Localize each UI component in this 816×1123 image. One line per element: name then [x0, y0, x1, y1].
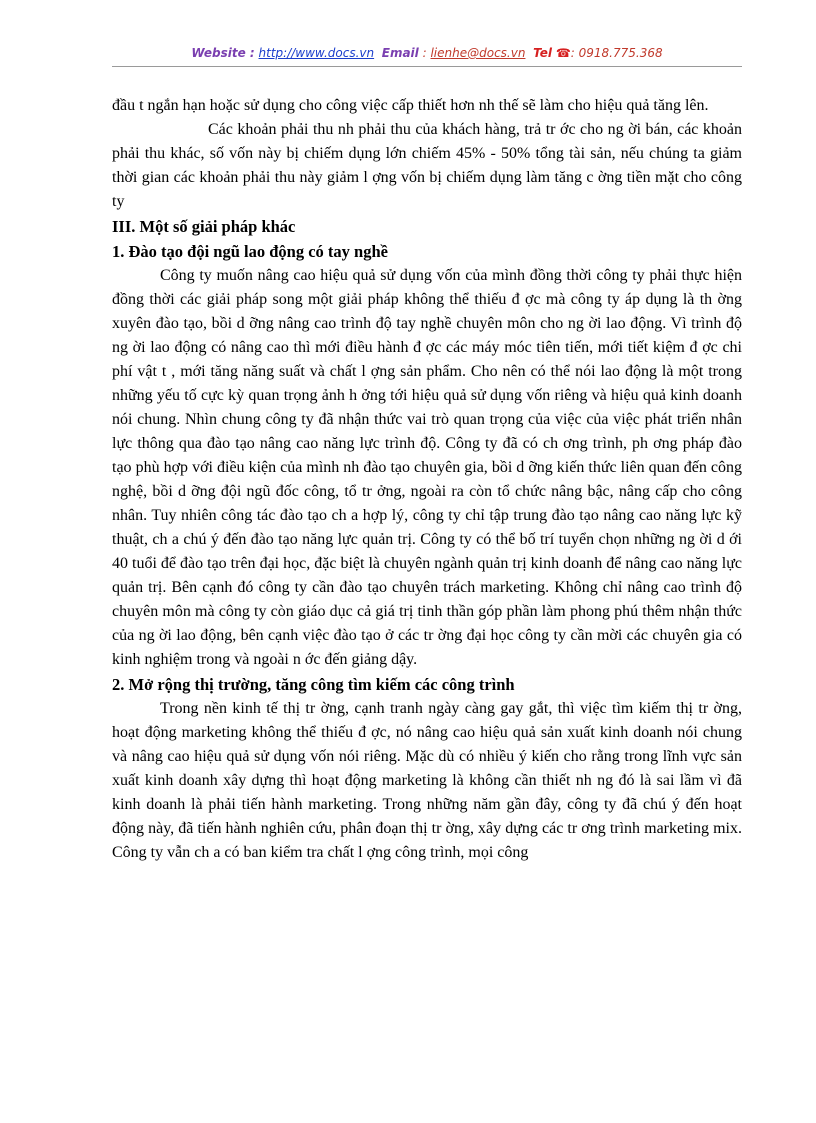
section-heading: III. Một số giải pháp khác — [112, 217, 296, 236]
tel-label: Tel — [533, 46, 552, 60]
email-separator: : — [418, 46, 427, 60]
email-link[interactable]: lienhe@docs.vn — [430, 46, 526, 60]
website-label: Website : — [191, 46, 255, 60]
tel-number: : 0918.775.368 — [570, 46, 663, 60]
subheading-1: 1. Đào tạo đội ngũ lao động có tay nghề — [112, 242, 388, 261]
paragraph-2: Các khoản phải thu nh phải thu của khách hàng, trả tr ớc cho ng ời bán, các khoản phải thu khác, số vốn này bị chiếm dụng lớn chiếm 45% - 50% tổng tài sản, nếu chúng ta giảm thời gian các khoản phải thu này giảm l ợng vốn bị chiếm dụng làm tăng c ờng tiền mặt cho công ty — [112, 121, 742, 210]
document-body — [112, 94, 742, 865]
paragraph-1: đầu t ngắn hạn hoặc sử dụng cho công việc cấp thiết hơn nh thế sẽ làm cho hiệu quả tăng lên. — [112, 97, 709, 114]
page-header — [112, 46, 742, 60]
email-label: Email — [381, 46, 419, 60]
subheading-2: 2. Mở rộng thị trường, tăng công tìm kiếm các công trình — [112, 675, 515, 694]
header-divider — [112, 66, 742, 67]
paragraph-4: Trong nền kinh tế thị tr ờng, cạnh tranh ngày càng gay gắt, thì việc tìm kiếm thị tr ờng, hoạt động marketing không thể thiếu đ ợc, nó nâng cao hiệu quả sản xuất kinh doanh nói chung và nâng cao hiệu quả sử dụng vốn nói riêng. Mặc dù có nhiều ý kiến cho rằng trong lĩnh vực sản xuất kinh doanh xây dựng thì hoạt động marketing là không cần thiết nh ng đó là sai lầm vì đã kinh doanh là phải tiến hành marketing. Trong những năm gần đây, công ty đã chú ý đến hoạt động này, đã tiến hành nghiên cứu, phân đoạn thị tr ờng, xây dựng các tr ơng trình marketing mix. Công ty vẫn ch a có ban kiểm tra chất l ợng công trình, mọi công — [112, 700, 742, 861]
website-link[interactable]: http://www.docs.vn — [258, 46, 375, 60]
paragraph-3: Công ty muốn nâng cao hiệu quả sử dụng vốn của mình đồng thời công ty phải thực hiện đồng thời các giải pháp song một giải pháp không thể thiếu đ ợc mà công ty áp dụng là th ờng xuyên đào tạo, bồi d ỡng nâng cao trình độ tay nghề chuyên môn cho ng ời lao động. Vì trình độ ng ời lao động có nâng cao thì mới điều hành đ ợc các máy móc tiên tiến, mới tiết kiệm đ ợc chi phí vật t , mới tăng năng suất và chất l ợng sản phẩm. Cho nên có thể nói lao động là một trong những yếu tố cực kỳ quan trọng ảnh h ởng tới hiệu quả sử dụng vốn riêng và hiệu quả kinh doanh nói chung. Nhìn chung công ty đã nhận thức vai trò quan trọng của việc của việc phát triển nhân lực thông qua đào tạo nâng cao năng lực trình độ. Công ty đã có ch ơng trình, ph ơng pháp đào tạo phù hợp với điều kiện của mình nh đào tạo chuyên gia, bồi d ỡng kiến thức liên quan đến công nghệ, bồi d ỡng đội ngũ đốc công, tổ tr ởng, ngoài ra còn tổ chức nâng bậc, nâng cấp cho công nhân. Tuy nhiên công tác đào tạo ch a hợp lý, công ty chỉ tập trung đào tạo nâng cao năng lực kỹ thuật, ch a chú ý đến đào tạo năng lực quản trị. Công ty có thể bố trí tuyển chọn những ng ời d ới 40 tuổi để đào tạo trên đại học, đặc biệt là chuyên ngành quản trị kinh doanh để nâng cao năng lực quản trị. Bên cạnh đó công ty cần đào tạo chuyên trách marketing. Không chỉ nâng cao trình độ chuyên môn mà công ty còn giáo dục cả giá trị tinh thần góp phần làm phong phú thêm nhận thức của ng ời lao động, bên cạnh việc đào tạo ở các tr ờng đại học công ty cần mời các chuyên gia có kinh nghiệm trong và ngoài n ớc đến giảng dậy. — [112, 267, 742, 668]
phone-icon: ☎ — [555, 46, 571, 60]
